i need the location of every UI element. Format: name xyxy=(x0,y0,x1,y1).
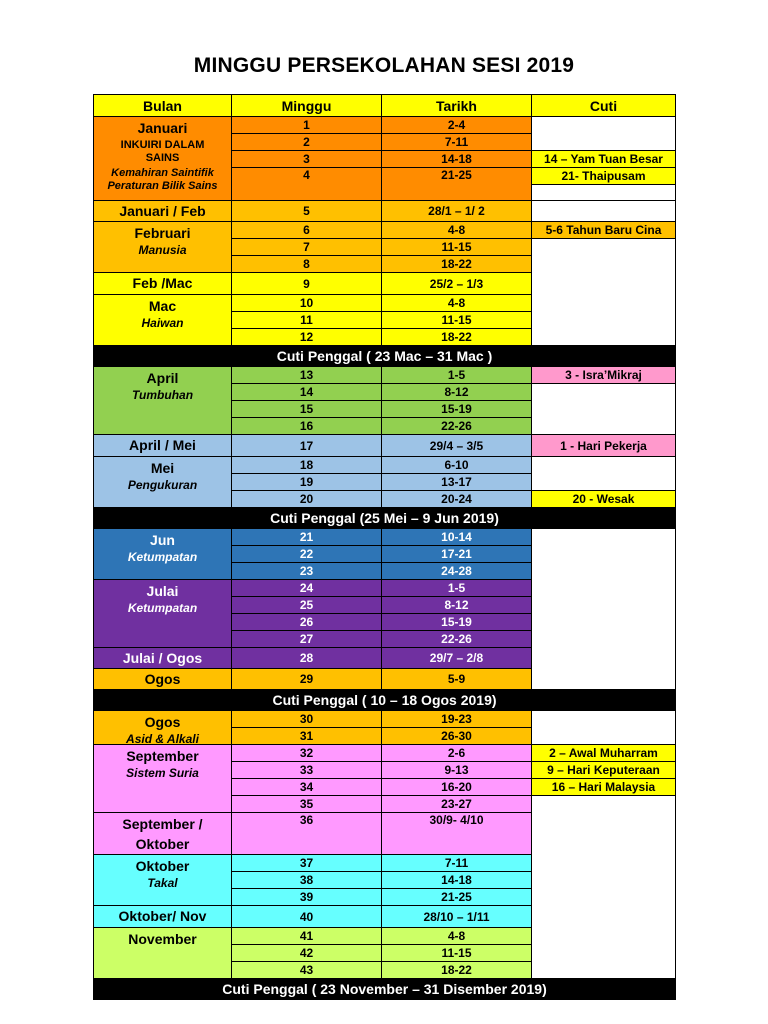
cuti-cell: 20 - Wesak xyxy=(531,490,676,508)
date-cell: 22-26 xyxy=(381,630,532,648)
week-cell: 1 xyxy=(231,116,382,134)
month-subtitle: INKUIRI DALAM xyxy=(120,139,205,152)
month-cell xyxy=(93,579,232,648)
header-cell-bulan: Bulan xyxy=(93,94,232,117)
date-cell: 4-8 xyxy=(381,221,532,239)
date-cell: 2-6 xyxy=(381,744,532,762)
date-cell: 17-21 xyxy=(381,545,532,563)
week-cell: 23 xyxy=(231,562,382,580)
month-topic: Sistem Suria xyxy=(126,766,199,781)
month-name: September / xyxy=(122,816,203,832)
week-cell: 2 xyxy=(231,133,382,151)
week-cell: 13 xyxy=(231,366,382,384)
month-name: Februari xyxy=(134,225,191,241)
month-cell xyxy=(93,272,232,295)
cuti-cell: 21- Thaipusam xyxy=(531,167,676,185)
date-cell: 13-17 xyxy=(381,473,532,491)
month-topic: Pengukuran xyxy=(127,478,198,493)
week-cell: 18 xyxy=(231,456,382,474)
week-cell: 41 xyxy=(231,927,382,945)
week-cell: 30 xyxy=(231,710,382,728)
month-name: April / Mei xyxy=(129,437,196,454)
header-cell-tarikh: Tarikh xyxy=(381,94,532,117)
date-cell: 9-13 xyxy=(381,761,532,779)
week-cell: 15 xyxy=(231,400,382,418)
date-cell: 23-27 xyxy=(381,795,532,813)
week-cell: 12 xyxy=(231,328,382,346)
week-cell: 40 xyxy=(231,905,382,928)
cuti-cell: 1 - Hari Pekerja xyxy=(531,434,676,457)
week-cell: 4 xyxy=(231,167,382,201)
date-cell: 11-15 xyxy=(381,238,532,256)
month-cell xyxy=(93,812,232,855)
cuti-cell: 2 – Awal Muharram xyxy=(531,744,676,762)
cuti-empty-cell xyxy=(531,116,676,151)
date-cell: 14-18 xyxy=(381,871,532,889)
cuti-empty-cell xyxy=(531,710,676,745)
date-cell: 29/7 – 2/8 xyxy=(381,647,532,669)
month-cell xyxy=(93,927,232,979)
header-cell-minggu: Minggu xyxy=(231,94,382,117)
week-cell: 29 xyxy=(231,668,382,690)
week-cell: 10 xyxy=(231,294,382,312)
date-cell: 1-5 xyxy=(381,579,532,597)
week-cell: 38 xyxy=(231,871,382,889)
date-cell: 10-14 xyxy=(381,528,532,546)
cuti-cell: 5-6 Tahun Baru Cina xyxy=(531,221,676,239)
month-name: April xyxy=(146,370,179,386)
cuti-cell: 14 – Yam Tuan Besar xyxy=(531,150,676,168)
month-name: September xyxy=(126,748,199,764)
month-name-line2: Oktober xyxy=(135,836,190,853)
week-cell: 7 xyxy=(231,238,382,256)
month-name: Ogos xyxy=(144,714,181,730)
week-cell: 34 xyxy=(231,778,382,796)
month-cell xyxy=(93,366,232,435)
date-cell: 7-11 xyxy=(381,133,532,151)
date-cell: 8-12 xyxy=(381,596,532,614)
cuti-cell: 9 – Hari Keputeraan xyxy=(531,761,676,779)
month-cell xyxy=(93,668,232,690)
month-topic: Takal xyxy=(147,876,178,891)
date-cell: 15-19 xyxy=(381,613,532,631)
week-cell: 20 xyxy=(231,490,382,508)
holiday-band: Cuti Penggal ( 10 – 18 Ogos 2019) xyxy=(93,689,676,711)
date-cell: 11-15 xyxy=(381,311,532,329)
cuti-empty-cell xyxy=(531,238,676,346)
week-cell: 28 xyxy=(231,647,382,669)
month-name: Mac xyxy=(148,298,177,314)
date-cell: 26-30 xyxy=(381,727,532,745)
month-cell xyxy=(93,116,232,201)
week-cell: 37 xyxy=(231,854,382,872)
month-topic: Kemahiran Saintifik xyxy=(111,167,214,180)
date-cell: 20-24 xyxy=(381,490,532,508)
date-cell: 4-8 xyxy=(381,294,532,312)
date-cell: 1-5 xyxy=(381,366,532,384)
month-cell xyxy=(93,434,232,457)
date-cell: 24-28 xyxy=(381,562,532,580)
week-cell: 32 xyxy=(231,744,382,762)
month-name: Januari / Feb xyxy=(119,202,206,219)
date-cell: 2-4 xyxy=(381,116,532,134)
week-cell: 19 xyxy=(231,473,382,491)
date-cell: 14-18 xyxy=(381,150,532,168)
week-cell: 36 xyxy=(231,812,382,855)
cuti-empty-cell xyxy=(531,528,676,690)
date-cell: 18-22 xyxy=(381,961,532,979)
month-topic: Ketumpatan xyxy=(127,550,198,565)
month-cell xyxy=(93,294,232,346)
month-topic: Haiwan xyxy=(141,316,184,331)
month-cell xyxy=(93,200,232,222)
week-cell: 26 xyxy=(231,613,382,631)
month-topic: Ketumpatan xyxy=(127,601,198,616)
date-cell: 19-23 xyxy=(381,710,532,728)
date-cell: 15-19 xyxy=(381,400,532,418)
date-cell: 18-22 xyxy=(381,328,532,346)
week-cell: 33 xyxy=(231,761,382,779)
month-name: Ogos xyxy=(144,670,181,687)
month-name: Mei xyxy=(150,460,175,476)
month-name: Julai xyxy=(146,583,179,599)
holiday-band: Cuti Penggal ( 23 Mac – 31 Mac ) xyxy=(93,345,676,367)
week-cell: 17 xyxy=(231,434,382,457)
week-cell: 42 xyxy=(231,944,382,962)
month-cell xyxy=(93,744,232,813)
week-cell: 3 xyxy=(231,150,382,168)
cuti-cell: 3 - Isra’Mikraj xyxy=(531,366,676,384)
week-cell: 14 xyxy=(231,383,382,401)
week-cell: 31 xyxy=(231,727,382,745)
date-cell: 21-25 xyxy=(381,888,532,906)
cuti-cell: 16 – Hari Malaysia xyxy=(531,778,676,796)
month-topic: Manusia xyxy=(138,243,187,258)
month-name: Oktober/ Nov xyxy=(118,908,207,925)
week-cell: 22 xyxy=(231,545,382,563)
cuti-empty-cell xyxy=(531,456,676,491)
week-cell: 43 xyxy=(231,961,382,979)
week-cell: 35 xyxy=(231,795,382,813)
week-cell: 25 xyxy=(231,596,382,614)
week-cell: 21 xyxy=(231,528,382,546)
date-cell: 16-20 xyxy=(381,778,532,796)
month-cell xyxy=(93,710,232,745)
date-cell: 11-15 xyxy=(381,944,532,962)
month-name: Feb /Mac xyxy=(132,275,193,292)
week-cell: 27 xyxy=(231,630,382,648)
cuti-empty-cell xyxy=(531,184,676,201)
date-cell: 7-11 xyxy=(381,854,532,872)
month-cell xyxy=(93,456,232,508)
date-cell: 28/1 – 1/ 2 xyxy=(381,200,532,222)
date-cell: 25/2 – 1/3 xyxy=(381,272,532,295)
header-cell-cuti: Cuti xyxy=(531,94,676,117)
week-cell: 6 xyxy=(231,221,382,239)
cuti-empty-cell xyxy=(531,795,676,979)
cuti-empty-cell xyxy=(531,200,676,222)
month-name: Januari xyxy=(137,120,188,136)
week-cell: 5 xyxy=(231,200,382,222)
month-cell xyxy=(93,905,232,928)
week-cell: 16 xyxy=(231,417,382,435)
week-cell: 8 xyxy=(231,255,382,273)
month-cell xyxy=(93,854,232,906)
date-cell: 18-22 xyxy=(381,255,532,273)
week-cell: 9 xyxy=(231,272,382,295)
month-name: Jun xyxy=(150,532,175,548)
page-title: MINGGU PERSEKOLAHAN SESI 2019 xyxy=(193,54,575,77)
month-topic: Peraturan Bilik Sains xyxy=(107,180,218,193)
month-name: Oktober xyxy=(135,858,190,874)
month-name: November xyxy=(128,931,197,947)
month-name: Julai / Ogos xyxy=(122,649,203,666)
holiday-band: Cuti Penggal ( 23 November – 31 Disember 2019) xyxy=(93,978,676,1000)
date-cell: 22-26 xyxy=(381,417,532,435)
week-cell: 11 xyxy=(231,311,382,329)
month-subtitle: SAINS xyxy=(145,151,180,164)
date-cell: 29/4 – 3/5 xyxy=(381,434,532,457)
month-cell xyxy=(93,221,232,273)
month-topic: Asid & Alkali xyxy=(126,732,199,745)
holiday-band: Cuti Penggal (25 Mei – 9 Jun 2019) xyxy=(93,507,676,529)
cuti-empty-cell xyxy=(531,383,676,435)
week-cell: 39 xyxy=(231,888,382,906)
date-cell: 5-9 xyxy=(381,668,532,690)
date-cell: 30/9- 4/10 xyxy=(381,812,532,855)
month-cell xyxy=(93,528,232,580)
date-cell: 28/10 – 1/11 xyxy=(381,905,532,928)
date-cell: 8-12 xyxy=(381,383,532,401)
month-cell xyxy=(93,647,232,669)
month-topic: Tumbuhan xyxy=(131,388,194,403)
date-cell: 21-25 xyxy=(381,167,532,201)
week-cell: 24 xyxy=(231,579,382,597)
date-cell: 6-10 xyxy=(381,456,532,474)
date-cell: 4-8 xyxy=(381,927,532,945)
